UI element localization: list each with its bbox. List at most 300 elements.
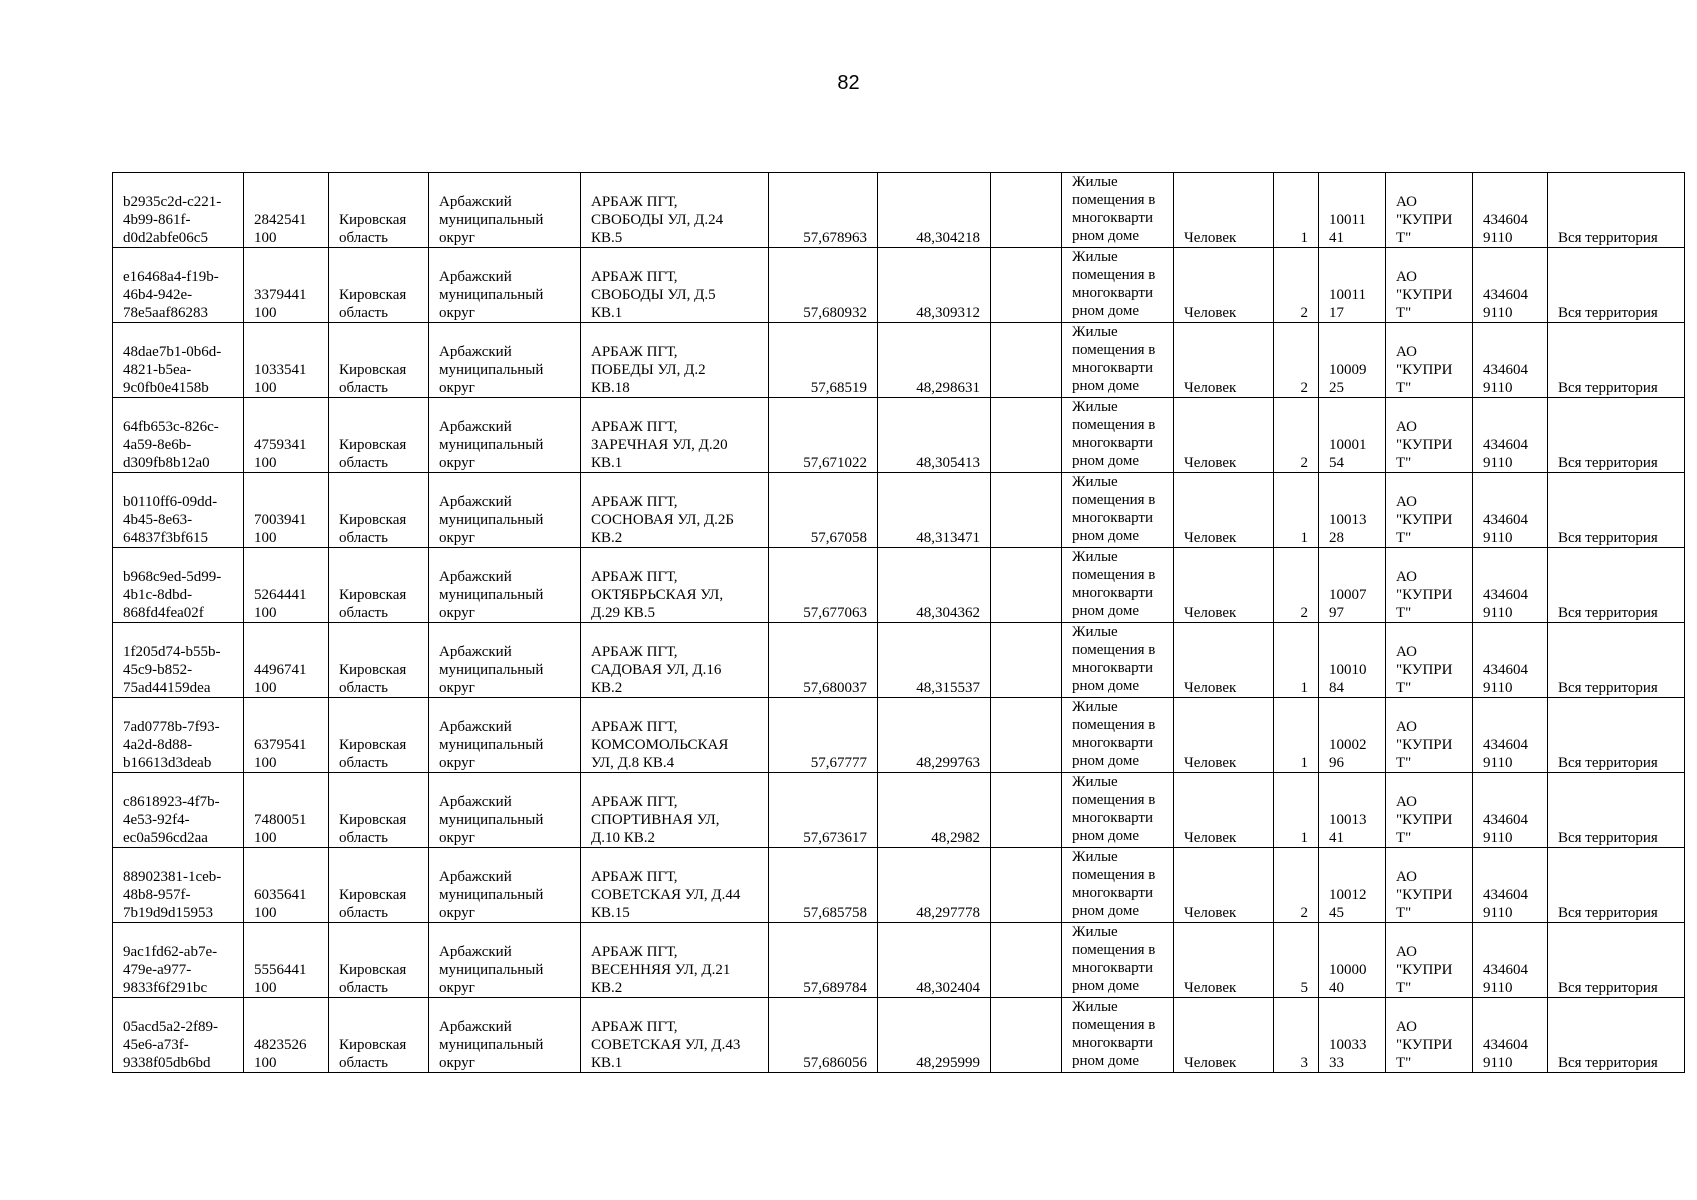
premises-type-cell <box>1062 473 1174 548</box>
premises-type-cell <box>1062 398 1174 473</box>
inn-cell <box>1473 698 1548 773</box>
premises-type-cell-text: Жилые помещения в многокварти рном доме <box>1072 849 1156 919</box>
blank-cell <box>991 773 1062 848</box>
table-row <box>113 623 1685 698</box>
latitude-cell-text: 57,689784 <box>803 980 867 996</box>
blank-cell <box>991 848 1062 923</box>
territory-cell <box>1548 848 1685 923</box>
latitude-cell <box>769 548 878 623</box>
longitude-cell <box>878 323 991 398</box>
longitude-cell-text: 48,313471 <box>916 530 980 546</box>
number-cell-text: 10013 28 <box>1329 512 1367 546</box>
records-body <box>113 173 1685 1073</box>
premises-type-cell <box>1062 923 1174 998</box>
premises-type-cell <box>1062 998 1174 1073</box>
region-cell-text: Кировская область <box>339 362 407 396</box>
longitude-cell <box>878 698 991 773</box>
count-cell-text: 1 <box>1300 230 1308 246</box>
territory-cell <box>1548 173 1685 248</box>
count-cell <box>1274 623 1319 698</box>
longitude-cell <box>878 248 991 323</box>
organization-cell-text: АО "КУПРИ Т" <box>1396 344 1453 396</box>
count-cell <box>1274 548 1319 623</box>
unit-cell-text: Человек <box>1184 755 1237 771</box>
organization-cell-text: АО "КУПРИ Т" <box>1396 494 1453 546</box>
address-cell <box>581 773 769 848</box>
unit-cell-text: Человек <box>1184 305 1237 321</box>
region-cell-text: Кировская область <box>339 287 407 321</box>
code-cell <box>244 248 329 323</box>
region-cell <box>329 998 429 1073</box>
number-cell <box>1319 323 1386 398</box>
premises-type-cell-text: Жилые помещения в многокварти рном доме <box>1072 249 1156 319</box>
latitude-cell <box>769 398 878 473</box>
blank-cell <box>991 698 1062 773</box>
organization-cell <box>1386 248 1473 323</box>
region-cell-text: Кировская область <box>339 512 407 546</box>
district-cell-text: Арбажский муниципальный округ <box>439 344 544 396</box>
territory-cell-text: Вся территория <box>1558 1055 1658 1071</box>
code-cell-text: 7480051 100 <box>254 812 307 846</box>
premises-type-cell <box>1062 848 1174 923</box>
guid-cell-text: 64fb653c-826c- 4a59-8e6b- d309fb8b12a0 <box>123 419 219 471</box>
count-cell <box>1274 173 1319 248</box>
address-cell <box>581 923 769 998</box>
region-cell <box>329 473 429 548</box>
inn-cell-text: 434604 9110 <box>1483 887 1528 921</box>
premises-type-cell-text: Жилые помещения в многокварти рном доме <box>1072 399 1156 469</box>
territory-cell <box>1548 248 1685 323</box>
guid-cell-text: e16468a4-f19b- 46b4-942e- 78e5aaf86283 <box>123 269 219 321</box>
district-cell-text: Арбажский муниципальный округ <box>439 719 544 771</box>
address-cell-text: АРБАЖ ПГТ, ОКТЯБРЬСКАЯ УЛ, Д.29 КВ.5 <box>591 569 724 621</box>
number-cell <box>1319 848 1386 923</box>
territory-cell <box>1548 548 1685 623</box>
number-cell <box>1319 698 1386 773</box>
guid-cell <box>113 398 244 473</box>
count-cell <box>1274 473 1319 548</box>
address-cell <box>581 698 769 773</box>
region-cell-text: Кировская область <box>339 587 407 621</box>
organization-cell-text: АО "КУПРИ Т" <box>1396 944 1453 996</box>
premises-type-cell-text: Жилые помещения в многокварти рном доме <box>1072 624 1156 694</box>
latitude-cell-text: 57,68519 <box>810 380 867 396</box>
territory-cell-text: Вся территория <box>1558 530 1658 546</box>
inn-cell-text: 434604 9110 <box>1483 812 1528 846</box>
latitude-cell <box>769 698 878 773</box>
premises-type-cell <box>1062 173 1174 248</box>
blank-cell <box>991 398 1062 473</box>
number-cell <box>1319 398 1386 473</box>
premises-type-cell-text: Жилые помещения в многокварти рном доме <box>1072 924 1156 994</box>
district-cell <box>429 248 581 323</box>
latitude-cell <box>769 248 878 323</box>
code-cell-text: 4759341 100 <box>254 437 307 471</box>
records-table <box>112 172 1685 1073</box>
number-cell-text: 10010 84 <box>1329 662 1367 696</box>
organization-cell <box>1386 323 1473 398</box>
longitude-cell-text: 48,2982 <box>931 830 980 846</box>
table-row <box>113 473 1685 548</box>
unit-cell-text: Человек <box>1184 830 1237 846</box>
district-cell <box>429 998 581 1073</box>
address-cell <box>581 473 769 548</box>
territory-cell-text: Вся территория <box>1558 605 1658 621</box>
code-cell-text: 5556441 100 <box>254 962 307 996</box>
address-cell-text: АРБАЖ ПГТ, САДОВАЯ УЛ, Д.16 КВ.2 <box>591 644 722 696</box>
number-cell <box>1319 173 1386 248</box>
guid-cell <box>113 248 244 323</box>
latitude-cell <box>769 473 878 548</box>
unit-cell-text: Человек <box>1184 1055 1237 1071</box>
code-cell <box>244 548 329 623</box>
number-cell <box>1319 923 1386 998</box>
organization-cell <box>1386 398 1473 473</box>
guid-cell <box>113 323 244 398</box>
longitude-cell-text: 48,299763 <box>916 755 980 771</box>
longitude-cell <box>878 998 991 1073</box>
count-cell-text: 2 <box>1300 455 1308 471</box>
count-cell <box>1274 323 1319 398</box>
address-cell <box>581 548 769 623</box>
region-cell-text: Кировская область <box>339 662 407 696</box>
table-row <box>113 998 1685 1073</box>
premises-type-cell-text: Жилые помещения в многокварти рном доме <box>1072 174 1156 244</box>
latitude-cell <box>769 623 878 698</box>
table-row <box>113 398 1685 473</box>
page-number: 82 <box>837 72 860 94</box>
longitude-cell <box>878 623 991 698</box>
count-cell <box>1274 398 1319 473</box>
latitude-cell <box>769 773 878 848</box>
region-cell <box>329 248 429 323</box>
unit-cell <box>1174 998 1274 1073</box>
territory-cell-text: Вся территория <box>1558 305 1658 321</box>
address-cell-text: АРБАЖ ПГТ, ЗАРЕЧНАЯ УЛ, Д.20 КВ.1 <box>591 419 728 471</box>
number-cell <box>1319 998 1386 1073</box>
number-cell-text: 10011 41 <box>1329 212 1366 246</box>
unit-cell-text: Человек <box>1184 455 1237 471</box>
code-cell <box>244 773 329 848</box>
address-cell-text: АРБАЖ ПГТ, ПОБЕДЫ УЛ, Д.2 КВ.18 <box>591 344 706 396</box>
count-cell-text: 2 <box>1300 305 1308 321</box>
district-cell-text: Арбажский муниципальный округ <box>439 794 544 846</box>
number-cell <box>1319 473 1386 548</box>
unit-cell-text: Человек <box>1184 980 1237 996</box>
guid-cell <box>113 173 244 248</box>
number-cell-text: 10009 25 <box>1329 362 1367 396</box>
territory-cell <box>1548 473 1685 548</box>
inn-cell <box>1473 398 1548 473</box>
code-cell <box>244 923 329 998</box>
count-cell <box>1274 773 1319 848</box>
address-cell <box>581 248 769 323</box>
region-cell-text: Кировская область <box>339 437 407 471</box>
inn-cell-text: 434604 9110 <box>1483 212 1528 246</box>
longitude-cell-text: 48,295999 <box>916 1055 980 1071</box>
premises-type-cell <box>1062 773 1174 848</box>
district-cell <box>429 623 581 698</box>
district-cell <box>429 398 581 473</box>
code-cell <box>244 398 329 473</box>
latitude-cell-text: 57,680932 <box>803 305 867 321</box>
district-cell-text: Арбажский муниципальный округ <box>439 494 544 546</box>
inn-cell <box>1473 473 1548 548</box>
latitude-cell <box>769 848 878 923</box>
address-cell <box>581 998 769 1073</box>
unit-cell <box>1174 923 1274 998</box>
organization-cell <box>1386 173 1473 248</box>
code-cell-text: 4496741 100 <box>254 662 307 696</box>
unit-cell <box>1174 623 1274 698</box>
address-cell-text: АРБАЖ ПГТ, СВОБОДЫ УЛ, Д.5 КВ.1 <box>591 269 716 321</box>
district-cell-text: Арбажский муниципальный округ <box>439 419 544 471</box>
guid-cell-text: 9ac1fd62-ab7e- 479e-a977- 9833f6f291bc <box>123 944 218 996</box>
guid-cell <box>113 848 244 923</box>
table-row <box>113 248 1685 323</box>
premises-type-cell <box>1062 698 1174 773</box>
inn-cell <box>1473 998 1548 1073</box>
guid-cell <box>113 473 244 548</box>
code-cell-text: 6379541 100 <box>254 737 307 771</box>
territory-cell <box>1548 998 1685 1073</box>
address-cell <box>581 848 769 923</box>
premises-type-cell-text: Жилые помещения в многокварти рном доме <box>1072 699 1156 769</box>
territory-cell <box>1548 623 1685 698</box>
district-cell-text: Арбажский муниципальный округ <box>439 269 544 321</box>
count-cell-text: 1 <box>1300 830 1308 846</box>
inn-cell-text: 434604 9110 <box>1483 362 1528 396</box>
code-cell-text: 3379441 100 <box>254 287 307 321</box>
inn-cell <box>1473 623 1548 698</box>
guid-cell-text: 48dae7b1-0b6d- 4821-b5ea- 9c0fb0e4158b <box>123 344 222 396</box>
table-row <box>113 323 1685 398</box>
premises-type-cell-text: Жилые помещения в многокварти рном доме <box>1072 549 1156 619</box>
district-cell <box>429 473 581 548</box>
region-cell <box>329 923 429 998</box>
region-cell <box>329 548 429 623</box>
latitude-cell-text: 57,678963 <box>803 230 867 246</box>
inn-cell <box>1473 323 1548 398</box>
latitude-cell-text: 57,680037 <box>803 680 867 696</box>
territory-cell <box>1548 773 1685 848</box>
code-cell <box>244 323 329 398</box>
longitude-cell <box>878 548 991 623</box>
latitude-cell <box>769 998 878 1073</box>
code-cell-text: 6035641 100 <box>254 887 307 921</box>
code-cell-text: 4823526 100 <box>254 1037 307 1071</box>
premises-type-cell <box>1062 248 1174 323</box>
guid-cell <box>113 923 244 998</box>
count-cell-text: 3 <box>1300 1055 1308 1071</box>
guid-cell-text: 1f205d74-b55b- 45c9-b852- 75ad44159dea <box>123 644 221 696</box>
region-cell-text: Кировская область <box>339 812 407 846</box>
address-cell-text: АРБАЖ ПГТ, СВОБОДЫ УЛ, Д.24 КВ.5 <box>591 194 724 246</box>
inn-cell-text: 434604 9110 <box>1483 512 1528 546</box>
blank-cell <box>991 173 1062 248</box>
territory-cell-text: Вся территория <box>1558 755 1658 771</box>
code-cell <box>244 623 329 698</box>
count-cell-text: 5 <box>1300 980 1308 996</box>
organization-cell <box>1386 998 1473 1073</box>
latitude-cell <box>769 923 878 998</box>
unit-cell <box>1174 173 1274 248</box>
address-cell-text: АРБАЖ ПГТ, СОВЕТСКАЯ УЛ, Д.43 КВ.1 <box>591 1019 741 1071</box>
address-cell <box>581 323 769 398</box>
organization-cell <box>1386 848 1473 923</box>
guid-cell <box>113 998 244 1073</box>
district-cell-text: Арбажский муниципальный округ <box>439 569 544 621</box>
premises-type-cell-text: Жилые помещения в многокварти рном доме <box>1072 774 1156 844</box>
latitude-cell <box>769 173 878 248</box>
count-cell-text: 1 <box>1300 755 1308 771</box>
district-cell <box>429 548 581 623</box>
longitude-cell <box>878 773 991 848</box>
address-cell-text: АРБАЖ ПГТ, СПОРТИВНАЯ УЛ, Д.10 КВ.2 <box>591 794 720 846</box>
district-cell-text: Арбажский муниципальный округ <box>439 644 544 696</box>
inn-cell-text: 434604 9110 <box>1483 587 1528 621</box>
longitude-cell-text: 48,304362 <box>916 605 980 621</box>
count-cell <box>1274 998 1319 1073</box>
longitude-cell <box>878 473 991 548</box>
organization-cell-text: АО "КУПРИ Т" <box>1396 269 1453 321</box>
address-cell-text: АРБАЖ ПГТ, КОМСОМОЛЬСКАЯ УЛ, Д.8 КВ.4 <box>591 719 729 771</box>
latitude-cell <box>769 323 878 398</box>
number-cell-text: 10002 96 <box>1329 737 1367 771</box>
guid-cell-text: 7ad0778b-7f93- 4a2d-8d88- b16613d3deab <box>123 719 220 771</box>
organization-cell <box>1386 773 1473 848</box>
longitude-cell-text: 48,305413 <box>916 455 980 471</box>
number-cell <box>1319 773 1386 848</box>
organization-cell <box>1386 698 1473 773</box>
number-cell-text: 10033 33 <box>1329 1037 1367 1071</box>
guid-cell <box>113 548 244 623</box>
region-cell-text: Кировская область <box>339 1037 407 1071</box>
count-cell-text: 2 <box>1300 905 1308 921</box>
district-cell <box>429 848 581 923</box>
territory-cell-text: Вся территория <box>1558 380 1658 396</box>
address-cell <box>581 173 769 248</box>
premises-type-cell <box>1062 323 1174 398</box>
count-cell <box>1274 923 1319 998</box>
territory-cell <box>1548 698 1685 773</box>
inn-cell <box>1473 848 1548 923</box>
number-cell <box>1319 248 1386 323</box>
region-cell-text: Кировская область <box>339 212 407 246</box>
number-cell-text: 10013 41 <box>1329 812 1367 846</box>
count-cell-text: 1 <box>1300 680 1308 696</box>
longitude-cell-text: 48,315537 <box>916 680 980 696</box>
unit-cell <box>1174 698 1274 773</box>
unit-cell <box>1174 473 1274 548</box>
unit-cell <box>1174 323 1274 398</box>
longitude-cell <box>878 848 991 923</box>
organization-cell-text: АО "КУПРИ Т" <box>1396 419 1453 471</box>
blank-cell <box>991 623 1062 698</box>
guid-cell-text: b2935c2d-c221- 4b99-861f- d0d2abfe06c5 <box>123 194 222 246</box>
code-cell-text: 1033541 100 <box>254 362 307 396</box>
unit-cell <box>1174 548 1274 623</box>
organization-cell-text: АО "КУПРИ Т" <box>1396 719 1453 771</box>
longitude-cell-text: 48,304218 <box>916 230 980 246</box>
latitude-cell-text: 57,671022 <box>803 455 867 471</box>
number-cell-text: 10000 40 <box>1329 962 1367 996</box>
count-cell <box>1274 848 1319 923</box>
organization-cell <box>1386 923 1473 998</box>
territory-cell-text: Вся территория <box>1558 980 1658 996</box>
code-cell <box>244 698 329 773</box>
organization-cell <box>1386 473 1473 548</box>
table-row <box>113 923 1685 998</box>
territory-cell-text: Вся территория <box>1558 230 1658 246</box>
inn-cell <box>1473 173 1548 248</box>
region-cell <box>329 173 429 248</box>
unit-cell <box>1174 398 1274 473</box>
organization-cell-text: АО "КУПРИ Т" <box>1396 194 1453 246</box>
blank-cell <box>991 998 1062 1073</box>
address-cell <box>581 623 769 698</box>
address-cell <box>581 398 769 473</box>
inn-cell <box>1473 248 1548 323</box>
code-cell <box>244 473 329 548</box>
region-cell-text: Кировская область <box>339 737 407 771</box>
latitude-cell-text: 57,686056 <box>803 1055 867 1071</box>
unit-cell <box>1174 773 1274 848</box>
organization-cell-text: АО "КУПРИ Т" <box>1396 569 1453 621</box>
inn-cell <box>1473 923 1548 998</box>
premises-type-cell <box>1062 548 1174 623</box>
number-cell-text: 10007 97 <box>1329 587 1367 621</box>
organization-cell <box>1386 623 1473 698</box>
district-cell <box>429 698 581 773</box>
region-cell <box>329 623 429 698</box>
territory-cell-text: Вся территория <box>1558 905 1658 921</box>
code-cell-text: 7003941 100 <box>254 512 307 546</box>
district-cell-text: Арбажский муниципальный округ <box>439 944 544 996</box>
territory-cell <box>1548 323 1685 398</box>
blank-cell <box>991 323 1062 398</box>
region-cell <box>329 773 429 848</box>
longitude-cell <box>878 923 991 998</box>
count-cell-text: 2 <box>1300 380 1308 396</box>
territory-cell-text: Вся территория <box>1558 680 1658 696</box>
district-cell-text: Арбажский муниципальный округ <box>439 869 544 921</box>
guid-cell-text: c8618923-4f7b- 4e53-92f4- ec0a596cd2aa <box>123 794 220 846</box>
region-cell <box>329 398 429 473</box>
table-row <box>113 698 1685 773</box>
inn-cell-text: 434604 9110 <box>1483 737 1528 771</box>
code-cell <box>244 173 329 248</box>
region-cell <box>329 848 429 923</box>
unit-cell-text: Человек <box>1184 680 1237 696</box>
blank-cell <box>991 248 1062 323</box>
blank-cell <box>991 548 1062 623</box>
code-cell-text: 2842541 100 <box>254 212 307 246</box>
region-cell-text: Кировская область <box>339 962 407 996</box>
unit-cell <box>1174 848 1274 923</box>
number-cell <box>1319 548 1386 623</box>
longitude-cell-text: 48,298631 <box>916 380 980 396</box>
address-cell-text: АРБАЖ ПГТ, ВЕСЕННЯЯ УЛ, Д.21 КВ.2 <box>591 944 731 996</box>
count-cell <box>1274 698 1319 773</box>
district-cell <box>429 923 581 998</box>
longitude-cell-text: 48,302404 <box>916 980 980 996</box>
premises-type-cell-text: Жилые помещения в многокварти рном доме <box>1072 474 1156 544</box>
district-cell <box>429 173 581 248</box>
guid-cell-text: b0110ff6-09dd- 4b45-8e63- 64837f3bf615 <box>123 494 218 546</box>
territory-cell-text: Вся территория <box>1558 830 1658 846</box>
blank-cell <box>991 473 1062 548</box>
